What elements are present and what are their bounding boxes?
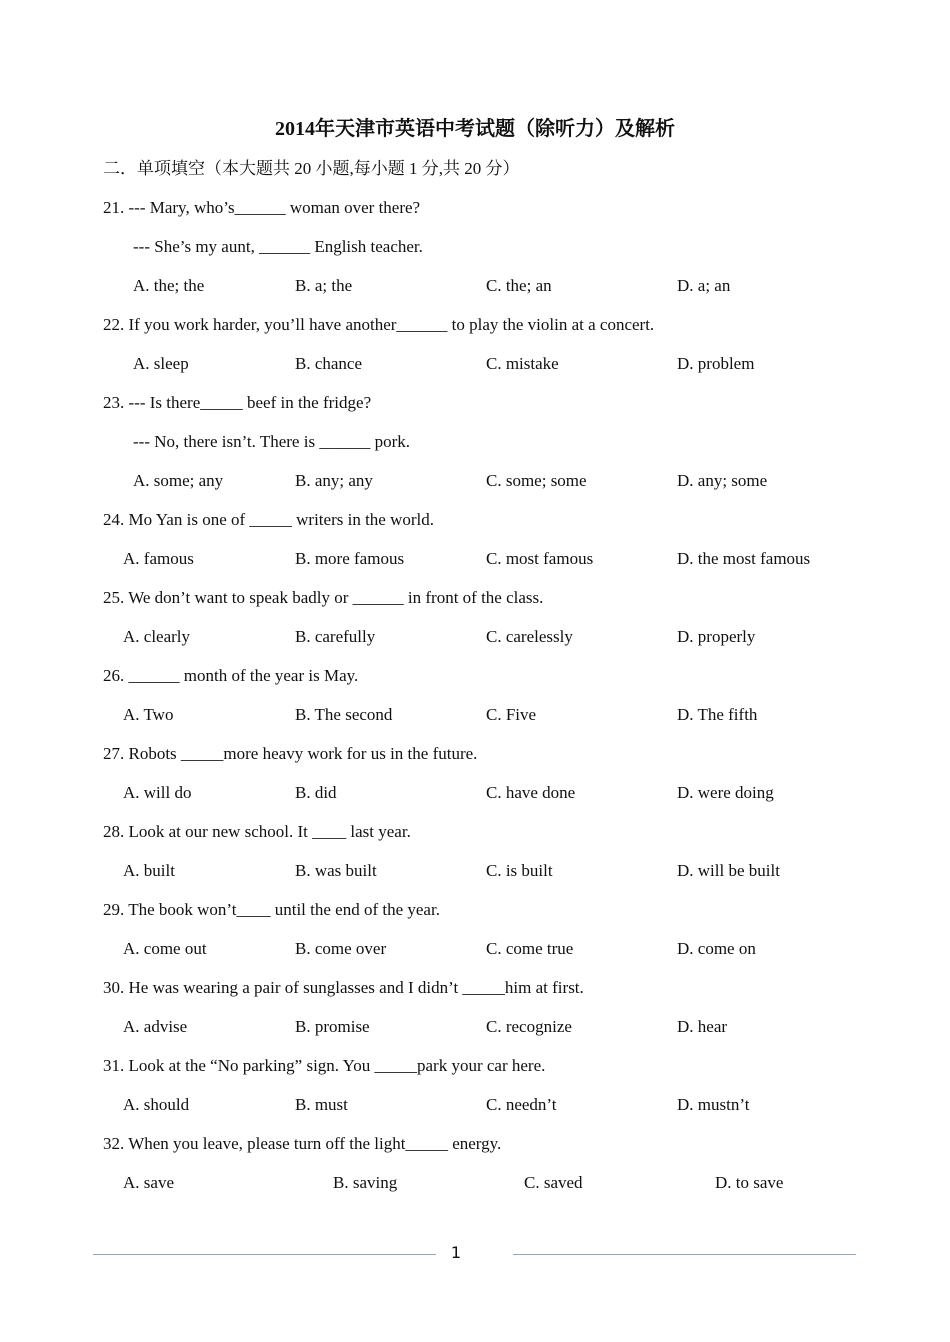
question-30-line-1: 30. He was wearing a pair of sunglasses and I didn’t _____him at first. bbox=[103, 978, 584, 997]
option-a: A. some; any bbox=[133, 471, 224, 490]
option-b: B. must bbox=[295, 1095, 348, 1114]
option-b: B. any; any bbox=[295, 471, 373, 490]
option-c: C. recognize bbox=[486, 1017, 572, 1036]
question-23-line-1: 23. --- Is there_____ beef in the fridge? bbox=[103, 393, 372, 412]
option-d: D. hear bbox=[677, 1017, 728, 1036]
section-heading: 二．单项填空（本大题共 20 小题,每小题 1 分,共 20 分） bbox=[103, 159, 520, 178]
option-d: D. The fifth bbox=[677, 705, 758, 724]
option-a: A. Two bbox=[123, 705, 174, 724]
option-b: B. carefully bbox=[295, 627, 376, 646]
option-b: B. saving bbox=[333, 1173, 398, 1192]
option-c: C. needn’t bbox=[486, 1095, 557, 1114]
option-d: D. any; some bbox=[677, 471, 768, 490]
option-c: C. have done bbox=[486, 783, 576, 802]
option-d: D. mustn’t bbox=[677, 1095, 750, 1114]
option-a: A. save bbox=[123, 1173, 174, 1192]
option-d: D. come on bbox=[677, 939, 756, 958]
footer-rule-right bbox=[513, 1254, 856, 1255]
option-b: B. more famous bbox=[295, 549, 405, 568]
option-a: A. advise bbox=[123, 1017, 188, 1036]
option-a: A. built bbox=[123, 861, 175, 880]
question-26-line-1: 26. ______ month of the year is May. bbox=[103, 666, 359, 685]
option-b: B. come over bbox=[295, 939, 387, 958]
question-32-line-1: 32. When you leave, please turn off the light_____ energy. bbox=[103, 1134, 502, 1153]
option-a: A. clearly bbox=[123, 627, 191, 646]
option-c: C. the; an bbox=[486, 276, 552, 295]
question-21-line-1: 21. --- Mary, who’s______ woman over there? bbox=[103, 198, 421, 217]
question-28-line-1: 28. Look at our new school. It ____ last year. bbox=[103, 822, 411, 841]
option-d: D. properly bbox=[677, 627, 756, 646]
option-a: A. should bbox=[123, 1095, 190, 1114]
question-25-line-1: 25. We don’t want to speak badly or ______ in front of the class. bbox=[103, 588, 544, 607]
question-22-line-1: 22. If you work harder, you’ll have another______ to play the violin at a concert. bbox=[103, 315, 655, 334]
footer-rule-left bbox=[93, 1254, 436, 1255]
option-b: B. chance bbox=[295, 354, 363, 373]
option-c: C. mistake bbox=[486, 354, 559, 373]
option-d: D. were doing bbox=[677, 783, 774, 802]
option-b: B. The second bbox=[295, 705, 393, 724]
option-b: B. was built bbox=[295, 861, 377, 880]
option-a: A. the; the bbox=[133, 276, 205, 295]
question-31-line-1: 31. Look at the “No parking” sign. You _____park your car here. bbox=[103, 1056, 546, 1075]
question-21-line-2: --- She’s my aunt, ______ English teacher. bbox=[133, 237, 423, 256]
question-29-line-1: 29. The book won’t____ until the end of the year. bbox=[103, 900, 440, 919]
question-24-line-1: 24. Mo Yan is one of _____ writers in the world. bbox=[103, 510, 435, 529]
question-23-line-2: --- No, there isn’t. There is ______ pork. bbox=[133, 432, 410, 451]
option-d: D. to save bbox=[715, 1173, 784, 1192]
option-c: C. come true bbox=[486, 939, 574, 958]
option-b: B. did bbox=[295, 783, 337, 802]
question-27-line-1: 27. Robots _____more heavy work for us in the future. bbox=[103, 744, 478, 763]
option-a: A. sleep bbox=[133, 354, 189, 373]
option-c: C. some; some bbox=[486, 471, 587, 490]
option-a: A. famous bbox=[123, 549, 194, 568]
option-d: D. the most famous bbox=[677, 549, 811, 568]
option-c: C. carelessly bbox=[486, 627, 573, 646]
option-a: A. will do bbox=[123, 783, 192, 802]
option-a: A. come out bbox=[123, 939, 207, 958]
option-d: D. a; an bbox=[677, 276, 731, 295]
option-d: D. will be built bbox=[677, 861, 780, 880]
page-title: 2014年天津市英语中考试题（除听力）及解析 bbox=[275, 118, 675, 140]
option-d: D. problem bbox=[677, 354, 755, 373]
option-b: B. a; the bbox=[295, 276, 353, 295]
option-c: C. is built bbox=[486, 861, 553, 880]
option-c: C. most famous bbox=[486, 549, 594, 568]
option-b: B. promise bbox=[295, 1017, 370, 1036]
page-number: 1 bbox=[450, 1243, 462, 1262]
option-c: C. saved bbox=[524, 1173, 583, 1192]
option-c: C. Five bbox=[486, 705, 537, 724]
